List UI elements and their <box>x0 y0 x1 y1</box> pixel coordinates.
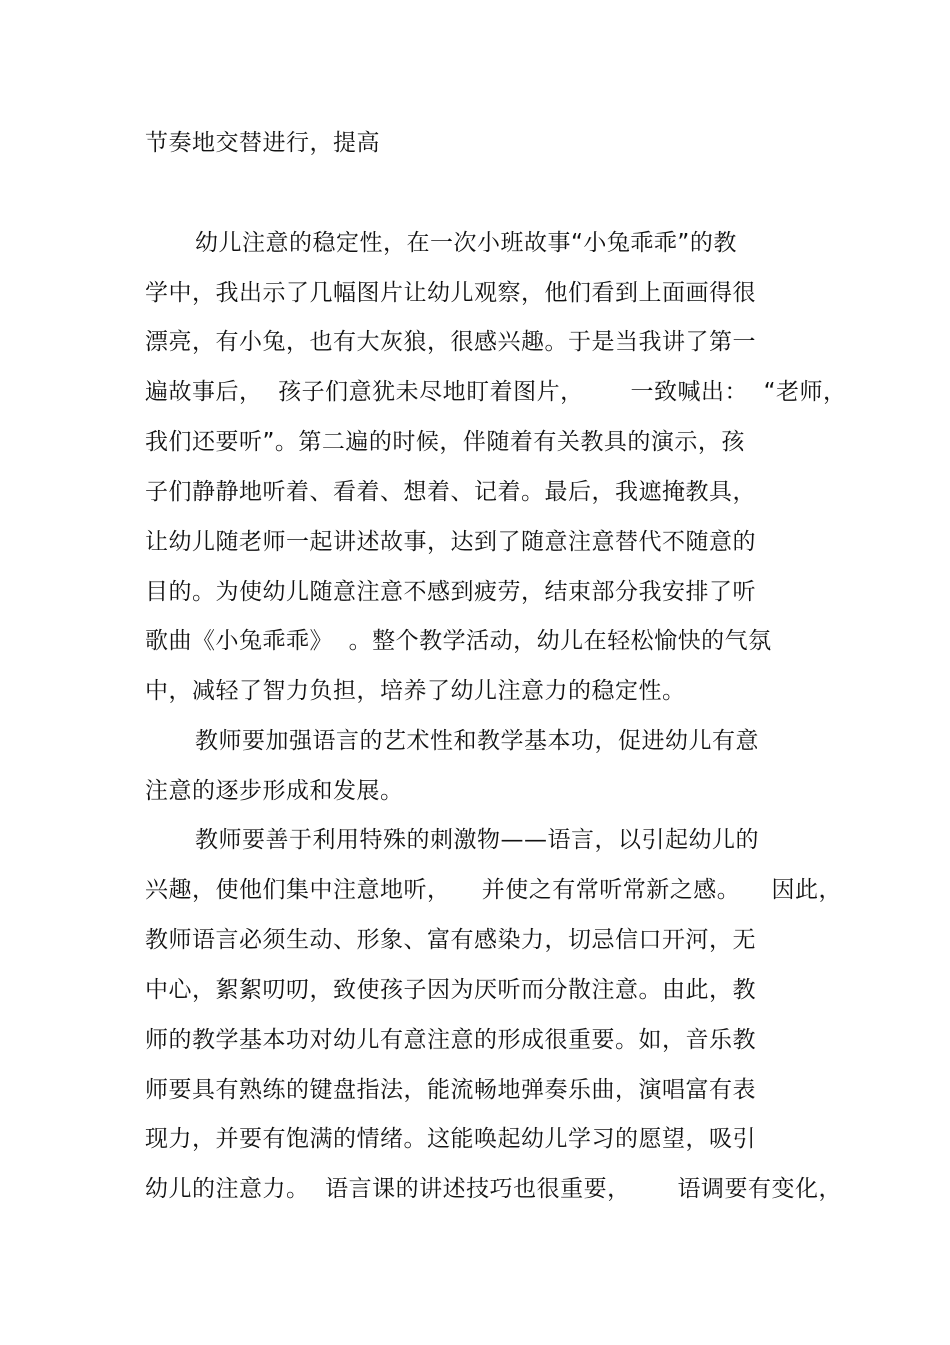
paragraph-3-line-7: 现力，并要有饱满的情绪。这能唤起幼儿学习的愿望，吸引 <box>145 1126 756 1152</box>
paragraph-1-line-10: 中，减轻了智力负担，培养了幼儿注意力的稳定性。 <box>145 678 686 704</box>
paragraph-3-line-5: 师的教学基本功对幼儿有意注意的形成很重要。如，音乐教 <box>145 1027 756 1053</box>
text-line-fragment: 节奏地交替进行，提高 <box>145 130 380 156</box>
paragraph-1-line-7: 让幼儿随老师一起讲述故事，达到了随意注意替代不随意的 <box>145 529 756 555</box>
paragraph-1-line-5: 我们还要听”。第二遍的时候，伴随着有关教具的演示，孩 <box>145 429 745 455</box>
paragraph-1-line-3: 漂亮，有小兔，也有大灰狼，很感兴趣。于是当我讲了第一 <box>145 329 756 355</box>
paragraph-2-line-1: 教师要加强语言的艺术性和教学基本功，促进幼儿有意 <box>195 728 759 754</box>
paragraph-1-line-4: 遍故事后， 孩子们意犹未尽地盯着图片， 一致喊出： “老师， <box>145 379 847 405</box>
paragraph-1-line-2: 学中，我出示了几幅图片让幼儿观察，他们看到上面画得很 <box>145 280 756 306</box>
paragraph-1-line-6: 子们静静地听着、看着、想着、记着。最后，我遮掩教具， <box>145 479 756 505</box>
paragraph-3-line-4: 中心，絮絮叨叨，致使孩子因为厌听而分散注意。由此，教 <box>145 977 756 1003</box>
paragraph-1-line-9: 歌曲《小兔乖乖》 。整个教学活动，幼儿在轻松愉快的气氛 <box>145 628 772 654</box>
paragraph-3-line-3: 教师语言必须生动、形象、富有感染力，切忌信口开河，无 <box>145 927 756 953</box>
paragraph-1-line-1: 幼儿注意的稳定性，在一次小班故事“小兔乖乖”的教 <box>195 230 737 256</box>
paragraph-3-line-2: 兴趣，使他们集中注意地听， 并使之有常听常新之感。 因此， <box>145 877 842 903</box>
paragraph-3-line-6: 师要具有熟练的键盘指法，能流畅地弹奏乐曲，演唱富有表 <box>145 1077 756 1103</box>
paragraph-2-line-2: 注意的逐步形成和发展。 <box>145 778 404 804</box>
paragraph-1-line-8: 目的。为使幼儿随意注意不感到疲劳，结束部分我安排了听 <box>145 579 756 605</box>
paragraph-3-line-8: 幼儿的注意力。 语言课的讲述技巧也很重要， 语调要有变化， <box>145 1176 842 1202</box>
paragraph-3-line-1: 教师要善于利用特殊的刺激物——语言，以引起幼儿的 <box>195 827 759 853</box>
